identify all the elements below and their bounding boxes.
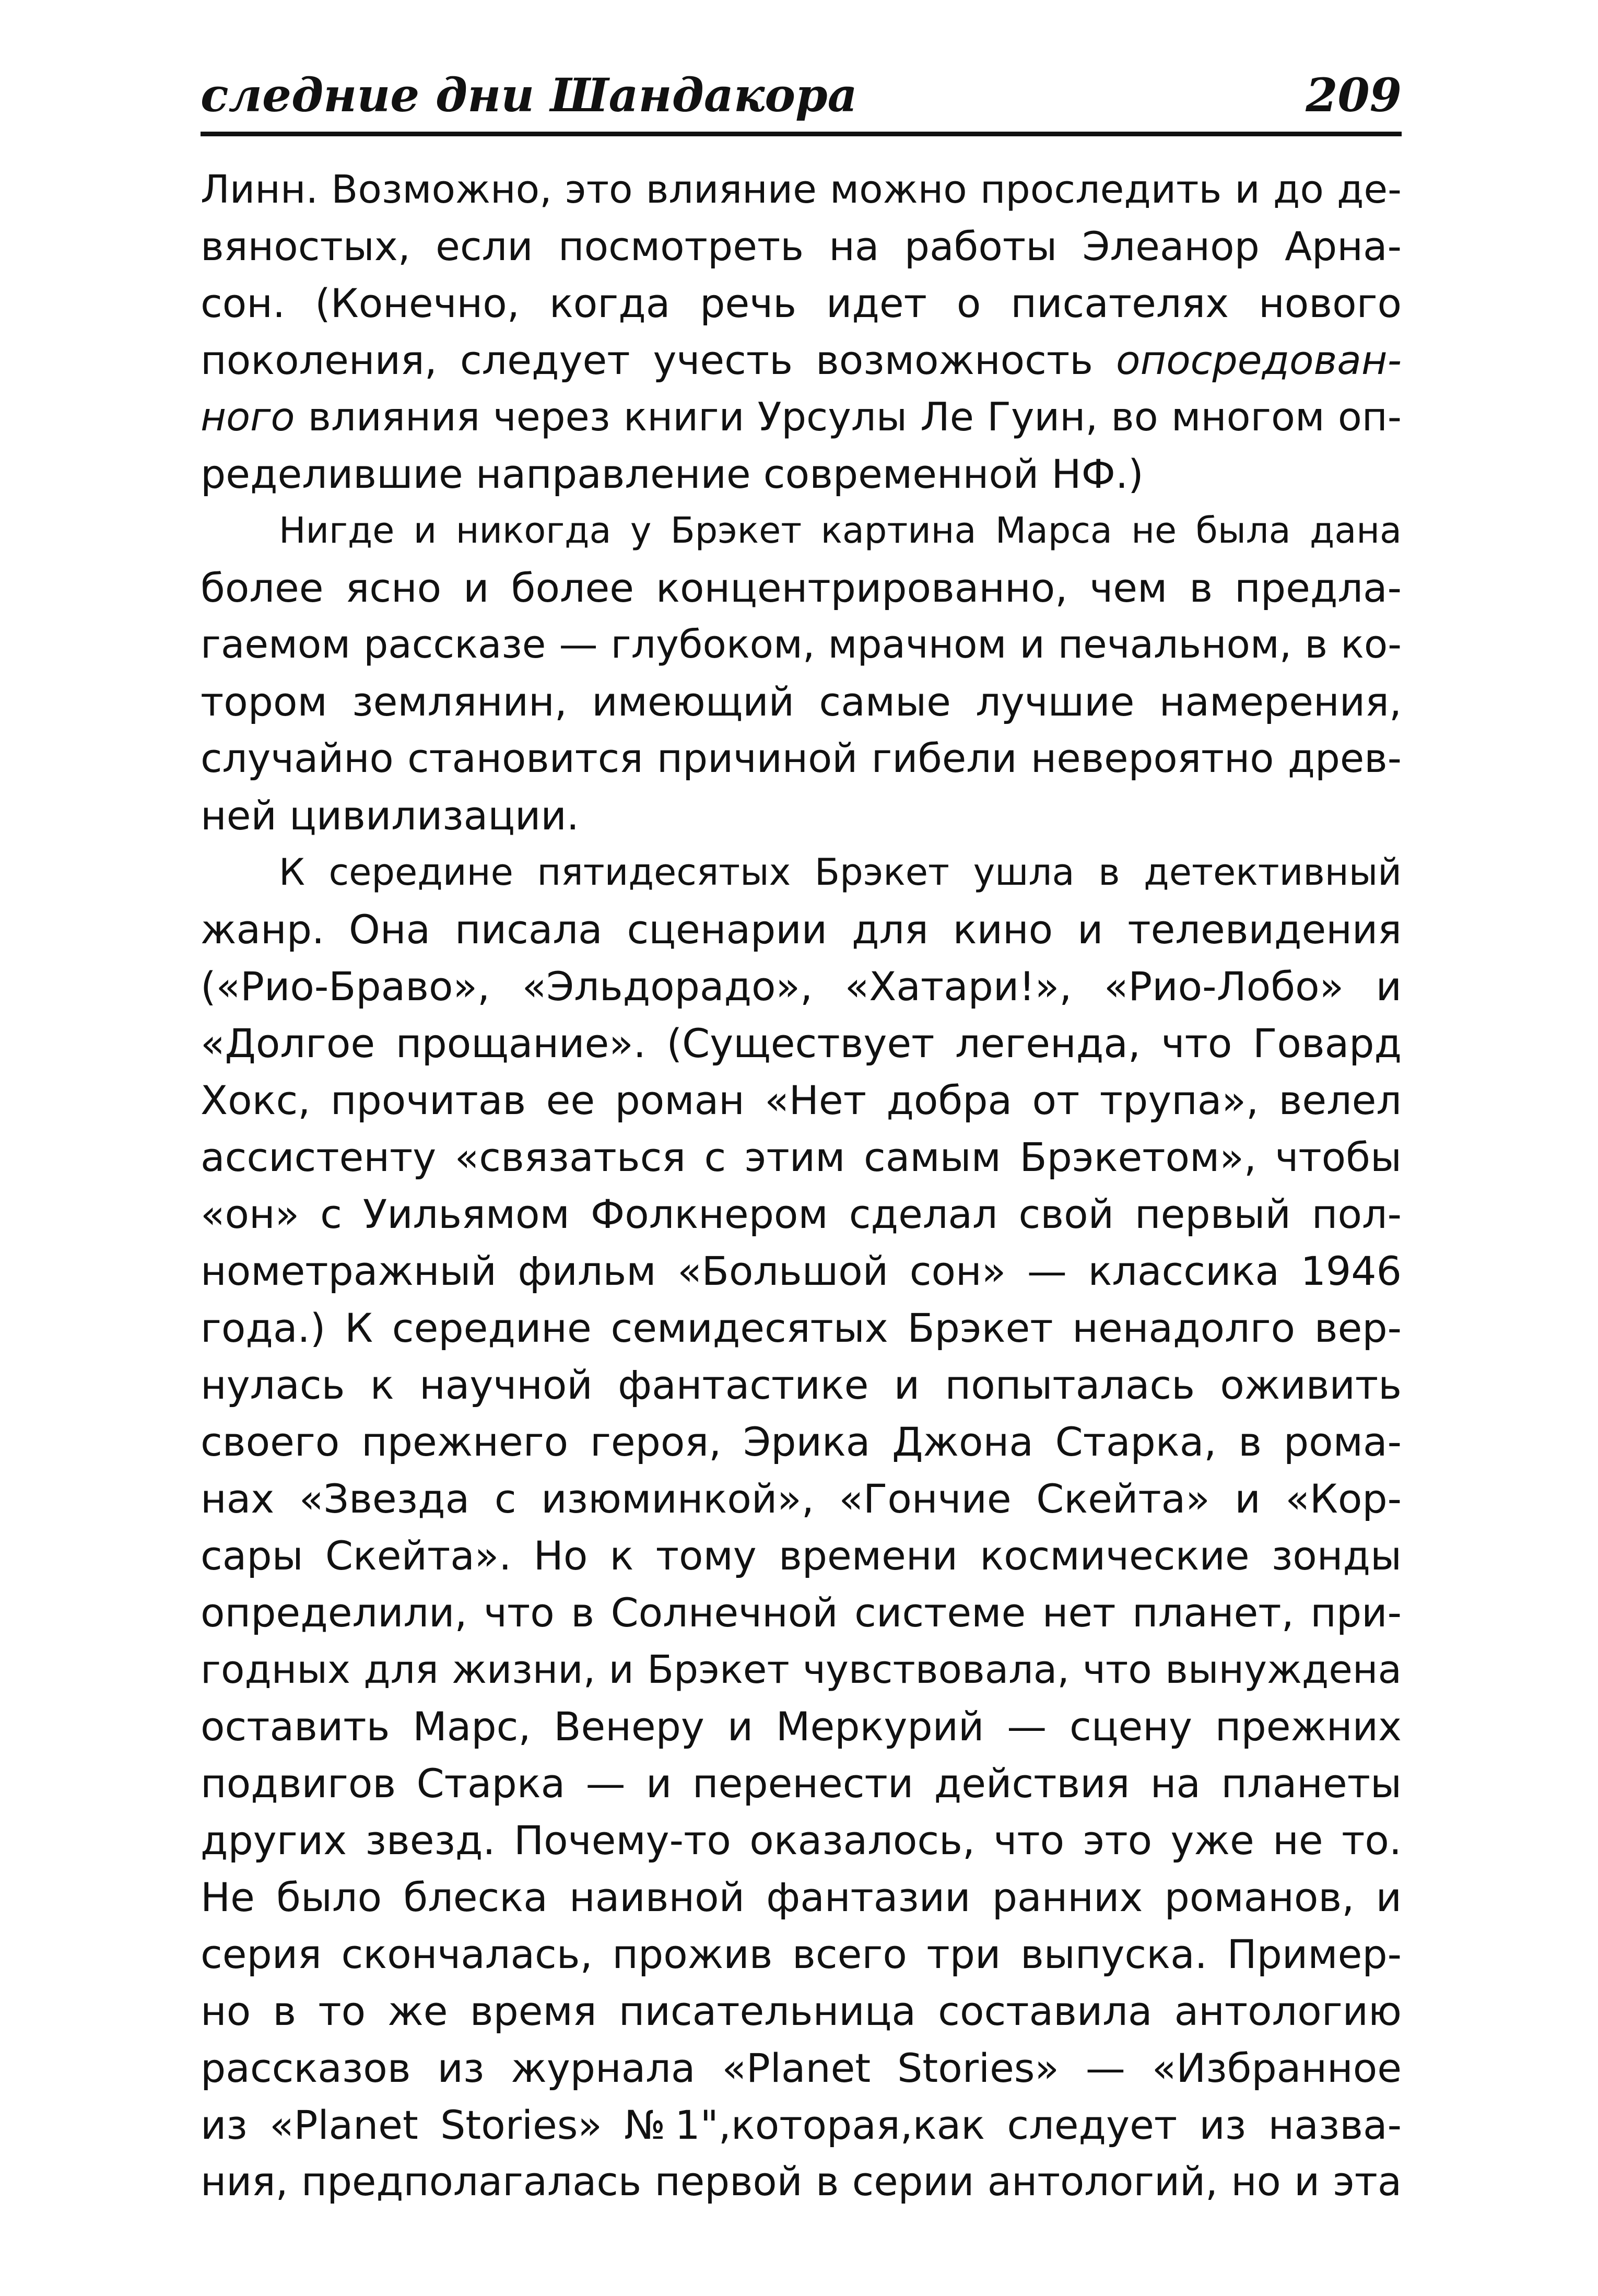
page-number: 209 [1306, 68, 1402, 122]
text-line: годных для жизни, и Брэкет чувствовала, что вынуждена [201, 1647, 1402, 1692]
text-line: («Рио-Браво», «Эльдорадо», «Хатари!», «Рио-Лобо» и [201, 963, 1402, 1010]
paragraph-2 [201, 502, 1402, 844]
text-line: жанр. Она писала сценарии для кино и телевидения [201, 906, 1402, 953]
body-text [201, 161, 1402, 2210]
text-line: К середине пятидесятых Брэкет ушла в детективный [279, 851, 1402, 894]
text-line: нометражный фильм «Большой сон» — классика 1946 [201, 1248, 1402, 1294]
text-line: ней цивилизации. [201, 792, 579, 839]
text-line: гаемом рассказе — глубоком, мрачном и печальном, в ко- [201, 622, 1402, 667]
paragraph-1 [201, 161, 1402, 502]
running-title: следние дни Шандакора [201, 68, 857, 122]
paragraph-3 [201, 844, 1402, 2210]
text-line: оставить Марс, Венеру и Меркурий — сцену прежних [201, 1703, 1402, 1750]
text-line: ния, предполагалась первой в серии антологий, но и эта [201, 2159, 1402, 2205]
text-line [201, 389, 1402, 446]
text-line: Не было блеска наивной фантазии ранних романов, и [201, 1874, 1402, 1920]
text-line: других звезд. Почему-то оказалось, что это уже не то. [201, 1817, 1402, 1864]
text-line: вяностых, если посмотреть на работы Элеанор Арна- [201, 223, 1402, 270]
text-line: нах «Звезда с изюминкой», «Гончие Скейта» и «Кор- [201, 1475, 1402, 1522]
text-line: «он» с Уильямом Фолкнером сделал свой первый пол- [201, 1191, 1402, 1237]
text-line: рассказов из журнала «Planet Stories» — «Избранное [201, 2045, 1402, 2091]
text-line: своего прежнего героя, Эрика Джона Старка, в рома- [201, 1419, 1402, 1465]
text-line: нулась к научной фантастике и попыталась оживить [201, 1362, 1402, 1408]
text-line: «Долгое прощание». (Существует легенда, что Говард [201, 1020, 1402, 1067]
text-line: определили, что в Солнечной системе нет планет, при- [201, 1589, 1402, 1636]
text-run: влияния через книги Урсулы Ле Гуин, во многом оп- [295, 394, 1402, 440]
italic-text-run: опосредован- [1116, 337, 1402, 383]
text-line: серия скончалась, прожив всего три выпуска. Пример- [201, 1931, 1402, 1977]
text-line: из «Planet Stories» №1",которая,как следует из назва- [201, 2102, 1402, 2148]
text-line: года.) К середине семидесятых Брэкет ненадолго вер- [201, 1305, 1402, 1351]
text-line: ределившие направление современной НФ.) [201, 451, 1144, 497]
text-line: подвигов Старка — и перенести действия на планеты [201, 1760, 1402, 1807]
text-line: Линн. Возможно, это влияние можно проследить и до де- [201, 167, 1402, 212]
text-line: случайно становится причиной гибели невероятно древ- [201, 735, 1402, 781]
text-line: сон. (Конечно, когда речь идет о писателях нового [201, 280, 1402, 326]
text-line: но в то же время писательница составила антологию [201, 1988, 1402, 2034]
text-line: Хокс, прочитав ее роман «Нет добра от трупа», велел [201, 1077, 1402, 1123]
italic-text-run: ного [201, 394, 295, 440]
text-line: ассистенту «связаться с этим самым Брэкетом», чтобы [201, 1134, 1402, 1180]
header-rule [201, 132, 1402, 136]
text-run: поколения, следует учесть возможность [201, 337, 1116, 383]
text-line: тором землянин, имеющий самые лучшие намерения, [201, 678, 1402, 725]
text-line: сары Скейта». Но к тому времени космические зонды [201, 1532, 1402, 1579]
text-line [201, 332, 1402, 389]
text-line: более ясно и более концентрированно, чем в предла- [201, 565, 1402, 611]
text-line: Нигде и никогда у Брэкет картина Марса не была дана [279, 510, 1402, 552]
running-head [201, 57, 1402, 136]
